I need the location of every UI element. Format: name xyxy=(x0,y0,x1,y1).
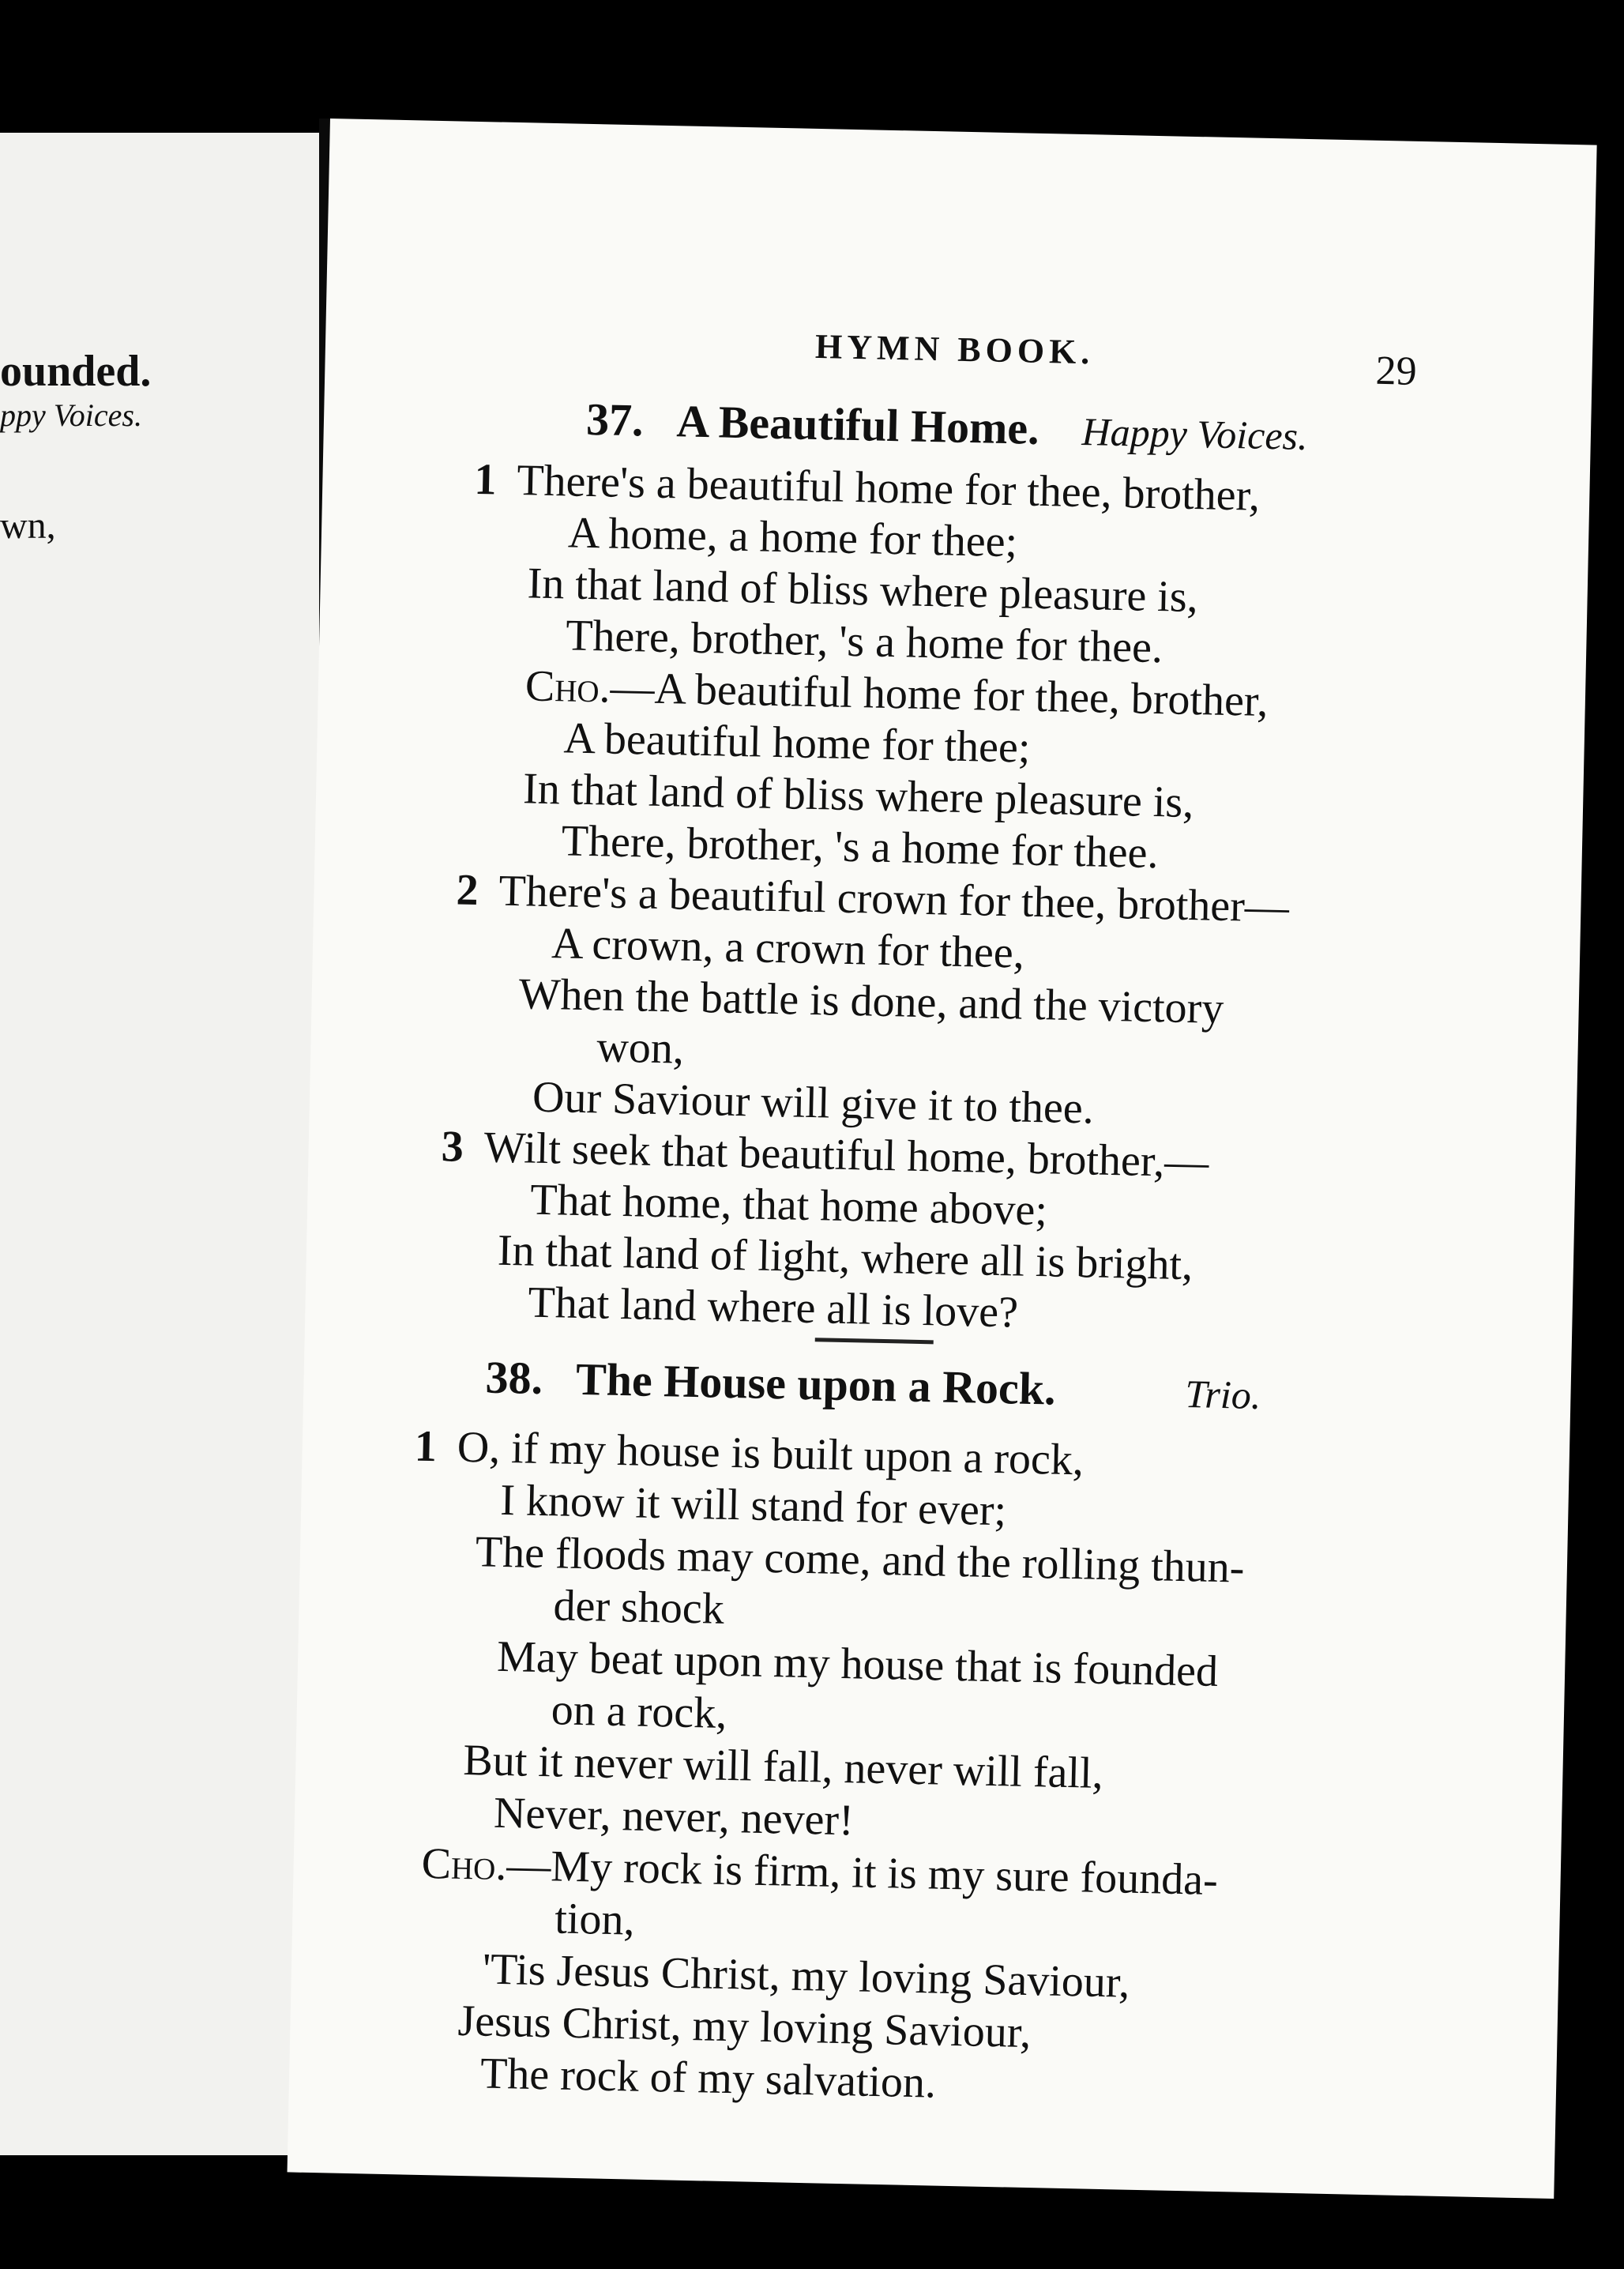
verse-text: A beautiful home for thee, brother, xyxy=(654,664,1269,727)
verse-text: A home, a home for thee; xyxy=(567,508,1018,567)
hymn38-tune: Trio. xyxy=(1184,1372,1261,1418)
verse-text: When the battle is done, and the victory xyxy=(518,969,1224,1033)
left-fragment-wn: wn, xyxy=(0,505,56,547)
hymn38-line xyxy=(493,1788,855,1846)
verse-text: A beautiful home for thee; xyxy=(562,713,1032,773)
hymn38-line xyxy=(479,2049,937,2108)
verse-text: That land where all is love? xyxy=(528,1277,1019,1338)
verse-number: 3 xyxy=(441,1122,464,1172)
hymn37-line xyxy=(522,764,1194,828)
verse-number: 1 xyxy=(414,1421,438,1472)
verse-text: Jesus Christ, my loving Saviour, xyxy=(457,1996,1032,2058)
verse-text: The floods may come, and the rolling thun- xyxy=(475,1527,1246,1593)
page-number: 29 xyxy=(1375,348,1418,394)
hymn38-line xyxy=(462,1735,1104,1798)
hymn38-number: 38. xyxy=(485,1351,543,1404)
verse-text: That home, that home above; xyxy=(529,1175,1048,1236)
verse-text: The rock of my salvation. xyxy=(479,2049,937,2108)
hymn38-line xyxy=(499,1475,1007,1536)
left-page-fragment xyxy=(0,133,319,2155)
verse-text: 'Tis Jesus Christ, my loving Saviour, xyxy=(482,1944,1130,2007)
hymn37-line xyxy=(532,1072,1095,1134)
verse-text: I know it will stand for ever; xyxy=(499,1475,1007,1536)
hymn37-number: 37. xyxy=(585,393,645,446)
verse-text: There, brother, 's a home for thee. xyxy=(561,816,1160,879)
hymn37-heading xyxy=(585,393,1309,458)
hymn38-line xyxy=(496,1631,1219,1696)
verse-text: My rock is firm, it is my sure founda- xyxy=(550,1842,1219,1906)
hymn37-line xyxy=(529,1175,1048,1236)
verse-text: Never, never, never! xyxy=(493,1788,855,1846)
hymn37-tune: Happy Voices. xyxy=(1081,409,1309,458)
chorus-label: Cho.— xyxy=(421,1838,552,1891)
verse-text: There's a beautiful home for thee, brother, xyxy=(516,456,1261,521)
verse-text: In that land of bliss where pleasure is, xyxy=(527,559,1199,623)
verse-text: A crown, a crown for thee, xyxy=(551,919,1025,978)
verse-text: on a rock, xyxy=(551,1685,727,1738)
hymn37-line xyxy=(567,508,1018,567)
hymn37-line xyxy=(527,559,1199,623)
left-fragment-voices: ppy Voices. xyxy=(0,397,142,433)
verse-text: May beat upon my house that is founded xyxy=(496,1631,1219,1696)
hymn37-line xyxy=(596,1022,685,1074)
verse-text: Our Saviour will give it to thee. xyxy=(532,1072,1095,1134)
verse-number: 1 xyxy=(473,454,498,505)
hymn37-title: A Beautiful Home. xyxy=(675,395,1040,454)
verse-text: There's a beautiful crown for thee, brother— xyxy=(498,866,1290,932)
verse-text: There, brother, 's a home for thee. xyxy=(565,611,1163,673)
hymn37-line xyxy=(528,1277,1019,1338)
verse-text: tion, xyxy=(554,1894,636,1945)
running-head: HYMN BOOK. xyxy=(814,326,1095,372)
hymn38-line xyxy=(551,1685,727,1738)
hymn37-line xyxy=(565,611,1163,673)
verse-text: But it never will fall, never will fall, xyxy=(462,1735,1104,1798)
left-fragment-founded: ounded. xyxy=(0,347,152,396)
hymn38-line xyxy=(457,1996,1032,2058)
verse-text: In that land of light, where all is bright, xyxy=(497,1225,1194,1290)
hymn38-line xyxy=(414,1421,1085,1485)
hymn37-line xyxy=(551,921,1025,976)
verse-text: O, if my house is built upon a rock, xyxy=(457,1422,1085,1485)
verse-text: Wilt seek that beautiful home, brother,— xyxy=(483,1123,1209,1187)
verse-number: 2 xyxy=(455,865,479,916)
section-rule xyxy=(815,1338,934,1344)
hymn37-line xyxy=(562,713,1032,773)
verse-text: In that land of bliss where pleasure is, xyxy=(522,764,1194,828)
hymn38-line xyxy=(552,1581,725,1634)
hymn37-line xyxy=(561,816,1160,879)
hymn38-heading xyxy=(485,1351,1261,1418)
verse-text: won, xyxy=(596,1022,685,1074)
verse-text: der shock xyxy=(552,1581,725,1634)
hymn38-line xyxy=(482,1944,1130,2007)
hymn38-line xyxy=(554,1894,636,1945)
right-page xyxy=(288,119,1597,2199)
hymn37-line xyxy=(497,1225,1194,1290)
hymn38-line xyxy=(421,1838,1219,1906)
chorus-label: Cho.— xyxy=(524,661,656,713)
hymn38-title: The House upon a Rock. xyxy=(575,1353,1057,1415)
hymn38-line xyxy=(475,1527,1246,1593)
hymn37-line xyxy=(518,969,1224,1033)
